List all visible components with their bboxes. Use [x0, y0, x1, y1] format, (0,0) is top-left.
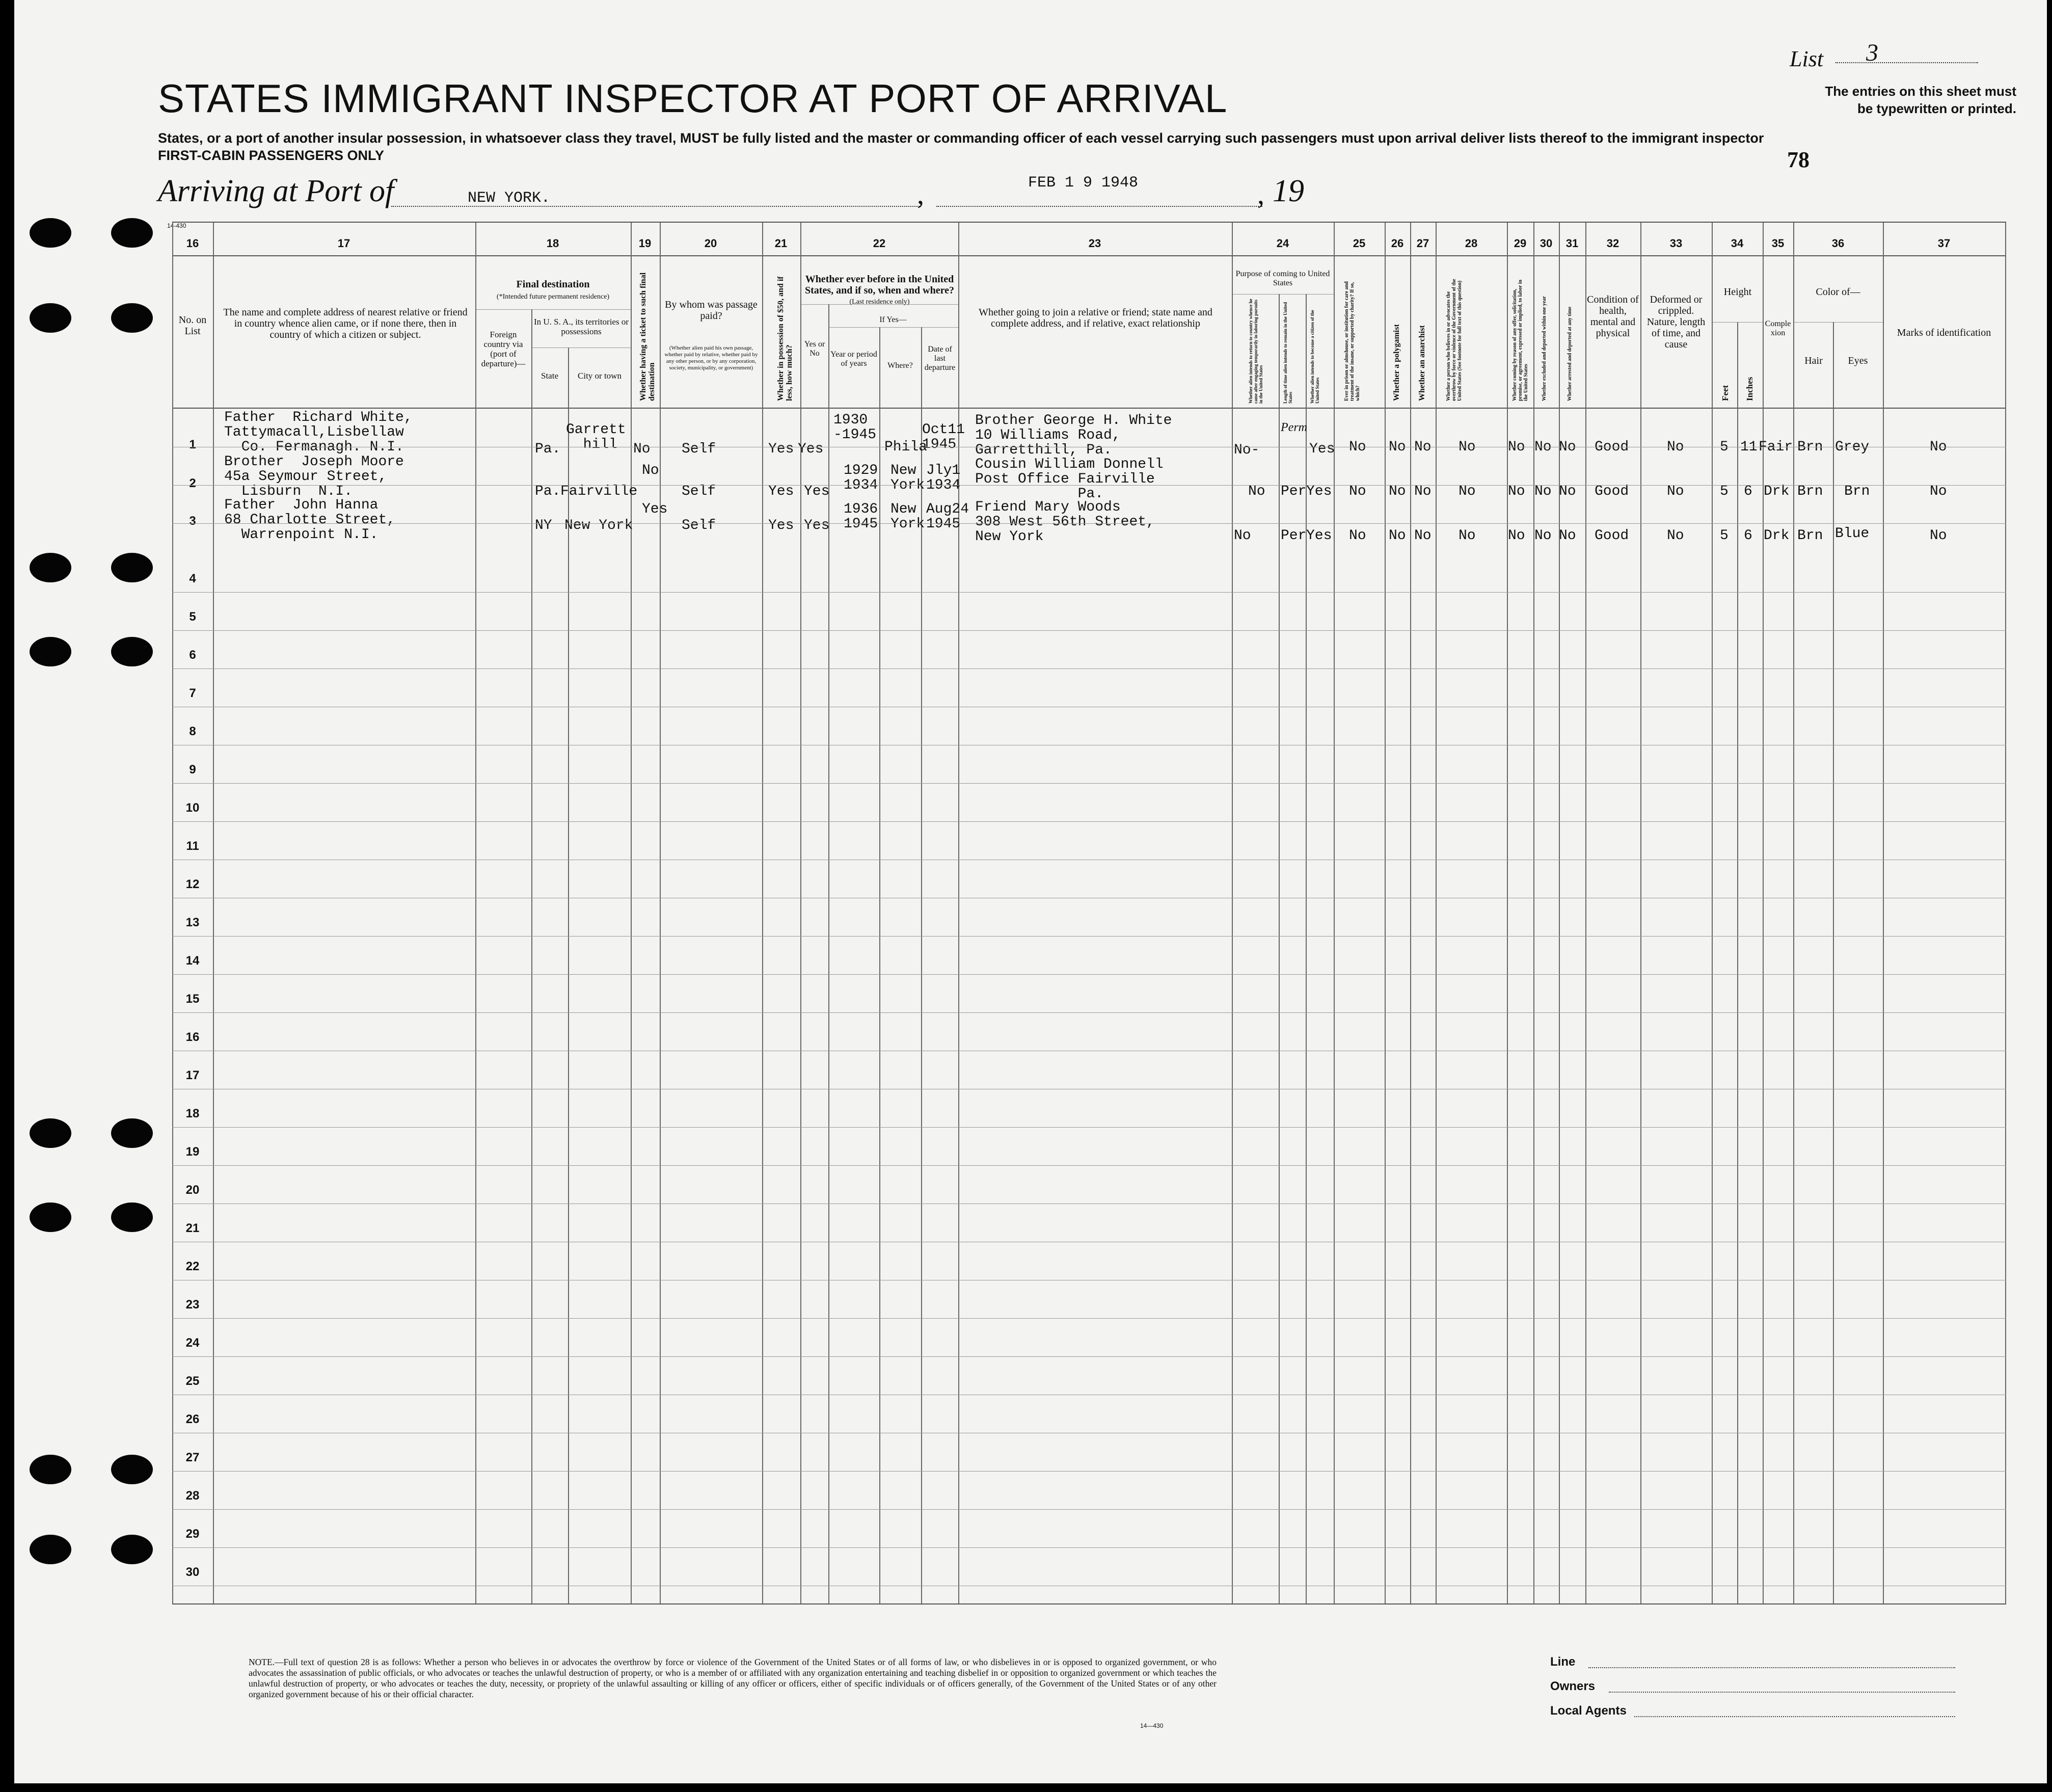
col-rule [1833, 322, 1834, 1603]
col-rule [1640, 223, 1641, 1603]
row-number: 19 [185, 1145, 200, 1159]
column-number: 37 [1937, 237, 1951, 250]
punch-hole [111, 1455, 153, 1484]
date-underline [936, 206, 1262, 207]
row-rule [172, 1509, 2006, 1510]
column-number: 32 [1606, 237, 1619, 250]
hair-color: Brn [1797, 528, 1823, 544]
ticket: No [633, 441, 651, 457]
header-labor-offer: Whether coming by reason of any offer, solicitation, promise, or agreement, expressed or implied, to labor in the United States [1512, 279, 1529, 401]
list-label: List [1790, 46, 1824, 71]
row-rule [172, 821, 2006, 822]
where: Phila [884, 439, 928, 455]
punch-hole [111, 1202, 153, 1232]
row-rule [172, 1165, 2006, 1166]
excluded: No [1534, 484, 1552, 499]
intends-return: No [1248, 484, 1265, 499]
header-polygamist: Whether a polygamist [1392, 324, 1401, 401]
header-anarchist: Whether an anarchist [1418, 325, 1426, 401]
height-feet: 5 [1720, 439, 1729, 455]
row-rule [172, 485, 2006, 486]
header-final-destination-note: (*Intended future permanent residence) [496, 293, 610, 301]
row-rule [172, 592, 2006, 593]
eye-color: Brn [1844, 484, 1870, 499]
col-rule [568, 347, 569, 1603]
departure-date: Jly1 1934 [926, 463, 961, 493]
comma: , [917, 179, 924, 210]
col-rule [1737, 322, 1738, 1603]
column-number: 30 [1540, 237, 1553, 250]
col-rule [1585, 223, 1586, 1603]
header-final-destination: Final destination [516, 279, 590, 290]
footer-owners-label: Owners [1550, 1679, 1596, 1693]
fifty-dollars: Yes [768, 441, 794, 457]
punch-hole [111, 303, 153, 333]
health: Good [1595, 528, 1629, 544]
col-rule [1533, 223, 1534, 1603]
row-number: 13 [185, 916, 200, 929]
column-number: 22 [873, 237, 886, 250]
col-rule [1507, 223, 1508, 1603]
header-join-relative: Whether going to join a relative or friend; state name and complete address, and if relative, exact relationship [979, 307, 1212, 329]
ticket: No [642, 463, 659, 478]
identification-marks: No [1930, 528, 1947, 544]
complexion: Fair [1759, 439, 1793, 455]
excluded: No [1534, 528, 1552, 544]
col-rule [1763, 223, 1764, 1603]
hair-color: Brn [1797, 484, 1823, 499]
rule [1793, 322, 1883, 323]
row-number: 29 [185, 1527, 200, 1541]
header-date-departure: Date of last departure [924, 345, 956, 372]
row-number: 30 [185, 1565, 200, 1579]
column-number: 21 [774, 237, 788, 250]
col-rule [879, 327, 880, 1603]
length-of-stay: Perm [1281, 421, 1307, 434]
column-number: 28 [1465, 237, 1478, 250]
labor-offer: No [1508, 439, 1525, 455]
sheet-number: 78 [1787, 147, 1810, 172]
row-number: 11 [186, 839, 199, 853]
relative-address: Father Richard White, Tattymacall,Lisbellaw Co. Fermanagh. N.I. [224, 410, 413, 455]
arriving-label: Arriving at Port of [158, 174, 394, 208]
col-rule [213, 223, 214, 1603]
row-number: 9 [189, 763, 196, 777]
city: Fairville [560, 484, 638, 499]
header-nearest-relative: The name and complete address of nearest relative or friend in country whence alien came, or if none there, then in country of which a citizen or subject. [223, 307, 468, 340]
prison: No [1349, 439, 1366, 455]
row-number: 22 [185, 1260, 200, 1273]
row-number: 28 [185, 1489, 200, 1503]
deformed: No [1667, 528, 1684, 544]
col-rule [1559, 223, 1560, 1603]
header-where: Where? [887, 361, 913, 370]
col-rule [1793, 223, 1794, 1603]
where: New York [890, 501, 925, 532]
header-health: Condition of health, mental and physical [1587, 294, 1639, 339]
port-value: NEW YORK. [468, 190, 551, 207]
deformed: No [1667, 439, 1684, 455]
intends-return: No [1234, 528, 1251, 544]
where: New York [890, 463, 925, 493]
row-rule [172, 1547, 2006, 1548]
arrested: No [1559, 528, 1576, 544]
list-number: 3 [1866, 39, 1878, 66]
arrested: No [1559, 484, 1576, 499]
labor-offer: No [1508, 528, 1525, 544]
hair-color: Brn [1797, 439, 1823, 455]
row-rule [172, 523, 2006, 524]
arrested: No [1559, 439, 1576, 455]
height-inches: 6 [1744, 528, 1752, 544]
col-rule [1883, 223, 1884, 1603]
column-number: 26 [1391, 237, 1404, 250]
manifest-sheet [14, 0, 2047, 1783]
years: 1930 -1945 [833, 412, 877, 443]
page-title: STATES IMMIGRANT INSPECTOR AT PORT OF ARRIVAL [158, 76, 1228, 121]
punch-hole [30, 1202, 71, 1232]
passage-paid: Self [682, 484, 716, 499]
row-number: 16 [185, 1030, 200, 1044]
col-rule [531, 309, 532, 1603]
row-rule [172, 1012, 2006, 1013]
ticket: Yes [642, 501, 668, 517]
identification-marks: No [1930, 439, 1947, 455]
column-number: 23 [1088, 237, 1101, 250]
header-purpose: Purpose of coming to United States [1235, 270, 1330, 287]
labor-offer: No [1508, 484, 1525, 499]
row-rule [172, 974, 2006, 975]
instructions-line: States, or a port of another insular possession, in whatsoever class they travel, MUST be fully listed and the master or commanding officer of each vessel carrying such passengers must upon arrival deliver lists thereof to the immigrant inspector [158, 130, 1764, 146]
passage-paid: Self [682, 518, 716, 533]
col-rule [1279, 294, 1280, 1603]
col-rule [762, 223, 763, 1603]
row-number: 20 [185, 1183, 200, 1197]
column-number: 36 [1831, 237, 1845, 250]
joining-relative: Brother George H. White 10 Williams Road, Garretthill, Pa. [975, 413, 1172, 458]
header-no-on-list: No. on List [178, 314, 207, 337]
fifty-dollars: Yes [768, 484, 794, 499]
row-rule [172, 1127, 2006, 1128]
identification-marks: No [1930, 484, 1947, 499]
city: Garrett hill [566, 422, 626, 452]
row-rule [172, 1471, 2006, 1472]
question-28: No [1459, 484, 1476, 499]
header-yes-no: Yes or No [804, 340, 825, 358]
arrival-date-stamp: FEB 1 9 1948 [1028, 174, 1139, 192]
list-underline [1835, 62, 1978, 63]
punch-hole [30, 553, 71, 582]
comma: , [1257, 179, 1264, 210]
eye-color: Grey [1835, 439, 1870, 455]
header-question-28: Whether a person who believes in or advocates the overthrow by force or violence of the Government of the United States (See footnote for full text of this question) [1446, 279, 1463, 401]
state: Pa. [535, 484, 561, 499]
column-number: 20 [704, 237, 717, 250]
row-number: 3 [189, 514, 196, 528]
header-city: City or town [578, 371, 622, 381]
row-rule [172, 1318, 2006, 1319]
header-year-period: Year or period of years [830, 350, 877, 368]
punch-hole [111, 553, 153, 582]
header-purpose-citizen: Whether alien intends to become a citizen of the United States [1310, 310, 1320, 404]
state: NY [535, 518, 552, 533]
col-rule [660, 223, 661, 1603]
before-in-us: Yes [804, 518, 830, 533]
complexion: Drk [1764, 528, 1790, 544]
footer-agents-field [1634, 1716, 1955, 1717]
header-eyes: Eyes [1848, 355, 1868, 366]
health: Good [1595, 484, 1629, 499]
punch-hole [30, 218, 71, 248]
punch-hole [30, 1118, 71, 1148]
entries-note-line-1: The entries on this sheet must [1825, 84, 2016, 99]
row-number: 4 [189, 572, 196, 585]
rule [475, 309, 631, 310]
header-prison: Ever in prison or almshouse, or institution for care and treatment of the insane, or supported by charity? If so, which? [1344, 281, 1361, 401]
form-number-top: 14-430 [167, 222, 186, 229]
row-number: 23 [185, 1298, 200, 1312]
header-complexion: Complexion [1765, 319, 1791, 337]
fifty-dollars: Yes [768, 518, 794, 533]
eye-color: Blue [1835, 526, 1870, 542]
intends-citizen: Yes [1309, 441, 1335, 457]
height-inches: 11 [1740, 439, 1758, 455]
column-number: 33 [1669, 237, 1683, 250]
row-number: 14 [185, 954, 200, 968]
punch-hole [111, 1118, 153, 1148]
length-of-stay: Per [1281, 528, 1307, 544]
row-number: 1 [189, 438, 196, 451]
footer-agents-label: Local Agents [1550, 1704, 1627, 1718]
header-bottom-rule [172, 408, 2006, 409]
punch-hole [30, 637, 71, 666]
row-number: 18 [185, 1107, 200, 1120]
anarchist: No [1414, 439, 1432, 455]
deformed: No [1667, 484, 1684, 499]
header-purpose-return: Whether alien intends to return to country whence he came after engaging temporarily in laboring pursuits in the United States [1248, 299, 1263, 404]
anarchist: No [1414, 484, 1432, 499]
manifest-table [172, 222, 2006, 1604]
header-ticket: Whether having a ticket to such final destination [639, 272, 656, 401]
header-height: Height [1723, 286, 1752, 298]
punch-hole [30, 303, 71, 333]
header-feet: Feet [1720, 385, 1730, 401]
header-color-of: Color of— [1816, 286, 1860, 298]
polygamist: No [1389, 484, 1406, 499]
column-number-rule [172, 255, 2006, 256]
rule [531, 347, 631, 348]
punch-hole [30, 1535, 71, 1564]
row-number: 10 [185, 801, 200, 815]
entries-note [1731, 83, 2016, 117]
city: New York [564, 518, 633, 533]
before-in-us: Yes [798, 441, 824, 457]
row-number: 21 [185, 1221, 200, 1235]
column-number: 24 [1276, 237, 1289, 250]
row-number: 8 [189, 725, 196, 738]
height-feet: 5 [1720, 484, 1729, 499]
column-number: 27 [1416, 237, 1429, 250]
row-number: 17 [185, 1068, 200, 1082]
complexion: Drk [1764, 484, 1790, 499]
footer-line-label: Line [1550, 1655, 1576, 1669]
row-rule [172, 783, 2006, 784]
header-foreign-country: Foreign country via (port of departure)— [481, 330, 526, 368]
col-rule [1436, 223, 1437, 1603]
column-number: 35 [1771, 237, 1785, 250]
row-number: 15 [185, 992, 200, 1006]
form-number-bottom: 14—430 [1140, 1722, 1164, 1729]
state: Pa. [535, 441, 561, 457]
joining-relative: Cousin William Donnell Post Office Fairville Pa. [975, 457, 1164, 502]
row-number: 7 [189, 686, 196, 700]
header-excluded: Whether excluded and deported within one year [1542, 296, 1547, 401]
col-rule [800, 223, 801, 1603]
length-of-stay: Per [1281, 484, 1307, 499]
row-number: 26 [185, 1412, 200, 1426]
footer-line-field [1588, 1667, 1955, 1668]
punch-hole [111, 1535, 153, 1564]
col-rule [1385, 223, 1386, 1603]
row-rule [172, 1203, 2006, 1204]
header-before-in-us: Whether ever before in the United States, and if so, when and where? [805, 274, 954, 296]
row-rule [172, 630, 2006, 631]
anarchist: No [1414, 528, 1432, 544]
passenger-class-line: FIRST-CABIN PASSENGERS ONLY [158, 148, 385, 163]
header-if-yes: If Yes— [879, 315, 907, 324]
header-state: State [541, 371, 558, 381]
header-purpose-length: Length of time alien intends to remain in the United States [1283, 302, 1293, 404]
height-feet: 5 [1720, 528, 1729, 544]
departure-date: Aug24 1945 [926, 501, 969, 532]
row-number: 6 [189, 648, 196, 662]
row-rule [172, 1356, 2006, 1357]
row-number: 25 [185, 1374, 200, 1388]
height-inches: 6 [1744, 484, 1752, 499]
header-passage-paid-note: (Whether alien paid his own passage, whether paid by relative, whether paid by any other person, or by any corporation, society, municipality, or government) [664, 345, 758, 371]
col-rule [2005, 223, 2006, 1603]
relative-address: Father John Hanna 68 Charlotte Street, Warrenpoint N.I. [224, 497, 396, 543]
header-arrested: Whether arrested and deported at any time [1567, 306, 1573, 401]
row-number: 12 [185, 877, 200, 891]
excluded: No [1534, 439, 1552, 455]
column-number: 18 [546, 237, 559, 250]
relative-address: Brother Joseph Moore 45a Seymour Street, Lisburn N.I. [224, 454, 404, 499]
header-passage-paid: By whom was passage paid? [665, 299, 758, 322]
intends-citizen: Yes [1306, 484, 1332, 499]
intends-return: No- [1234, 442, 1260, 458]
question-28: No [1459, 439, 1476, 455]
column-number: 19 [638, 237, 652, 250]
column-number: 31 [1565, 237, 1579, 250]
year-prefix: 19 [1273, 174, 1304, 208]
health: Good [1595, 439, 1629, 455]
col-rule [1334, 223, 1335, 1603]
departure-date: Oct11 1945 [922, 422, 965, 452]
punch-hole [111, 218, 153, 248]
column-number: 29 [1514, 237, 1527, 250]
col-rule [1712, 223, 1713, 1603]
header-usa: In U. S. A., its territories or possessions [533, 317, 629, 336]
years: 1936 1945 [844, 501, 878, 532]
prison: No [1349, 528, 1366, 544]
rule [1232, 294, 1334, 295]
row-number: 2 [189, 476, 196, 490]
column-number: 34 [1731, 237, 1744, 250]
row-number: 24 [185, 1336, 200, 1350]
question-28: No [1459, 528, 1476, 544]
polygamist: No [1389, 528, 1406, 544]
col-rule [475, 223, 476, 1603]
row-rule [172, 936, 2006, 937]
column-number: 25 [1353, 237, 1366, 250]
header-hair: Hair [1804, 355, 1823, 366]
joining-relative: Friend Mary Woods 308 West 56th Street, New York [975, 499, 1155, 545]
footnote: NOTE.—Full text of question 28 is as follows: Whether a person who believes in or advocates the overthrow by force or violence of the Government of the United States or of all forms of law, or who disbelieves in or is opposed to organized government, or who advocates the assassination of public officials, or who advocates or teaches the unlawful destruction of property, or who is a member of or affiliated with any organization entertaining and teaching disbelief in or opposition to organized government or which teaches the unlawful destruction of property, or who advocates or teaches the duty, necessity, or propriety of the unlawful assaulting or killing of any officer or officers, either of specific individuals or of officers generally, of the Government of the United States or of any other organized government because of his or their official character. [249, 1657, 1217, 1699]
column-number: 16 [186, 237, 199, 250]
row-number: 27 [185, 1451, 200, 1464]
entries-note-line-2: be typewritten or printed. [1857, 101, 2016, 116]
footer-owners-field [1609, 1692, 1955, 1693]
header-deformed: Deformed or crippled. Nature, length of time, and cause [1646, 294, 1706, 350]
rule [828, 327, 958, 328]
col-rule [1410, 223, 1411, 1603]
col-rule [1232, 223, 1233, 1603]
row-number: 5 [189, 610, 196, 624]
before-in-us: Yes [804, 484, 830, 499]
years: 1929 1934 [844, 463, 878, 493]
col-rule [631, 223, 632, 1603]
passage-paid: Self [682, 441, 716, 457]
header-fifty-dollars: Whether in possession of $50, and if less, how much? [776, 276, 794, 401]
col-rule [172, 223, 173, 1603]
column-number: 17 [337, 237, 350, 250]
header-inches: Inches [1745, 377, 1754, 401]
intends-citizen: Yes [1306, 528, 1332, 544]
row-rule [172, 668, 2006, 669]
punch-hole [30, 1455, 71, 1484]
prison: No [1349, 484, 1366, 499]
polygamist: No [1389, 439, 1406, 455]
punch-hole [111, 637, 153, 666]
header-last-residence: (Last residence only) [849, 298, 910, 306]
header-marks: Marks of identification [1897, 327, 1991, 338]
